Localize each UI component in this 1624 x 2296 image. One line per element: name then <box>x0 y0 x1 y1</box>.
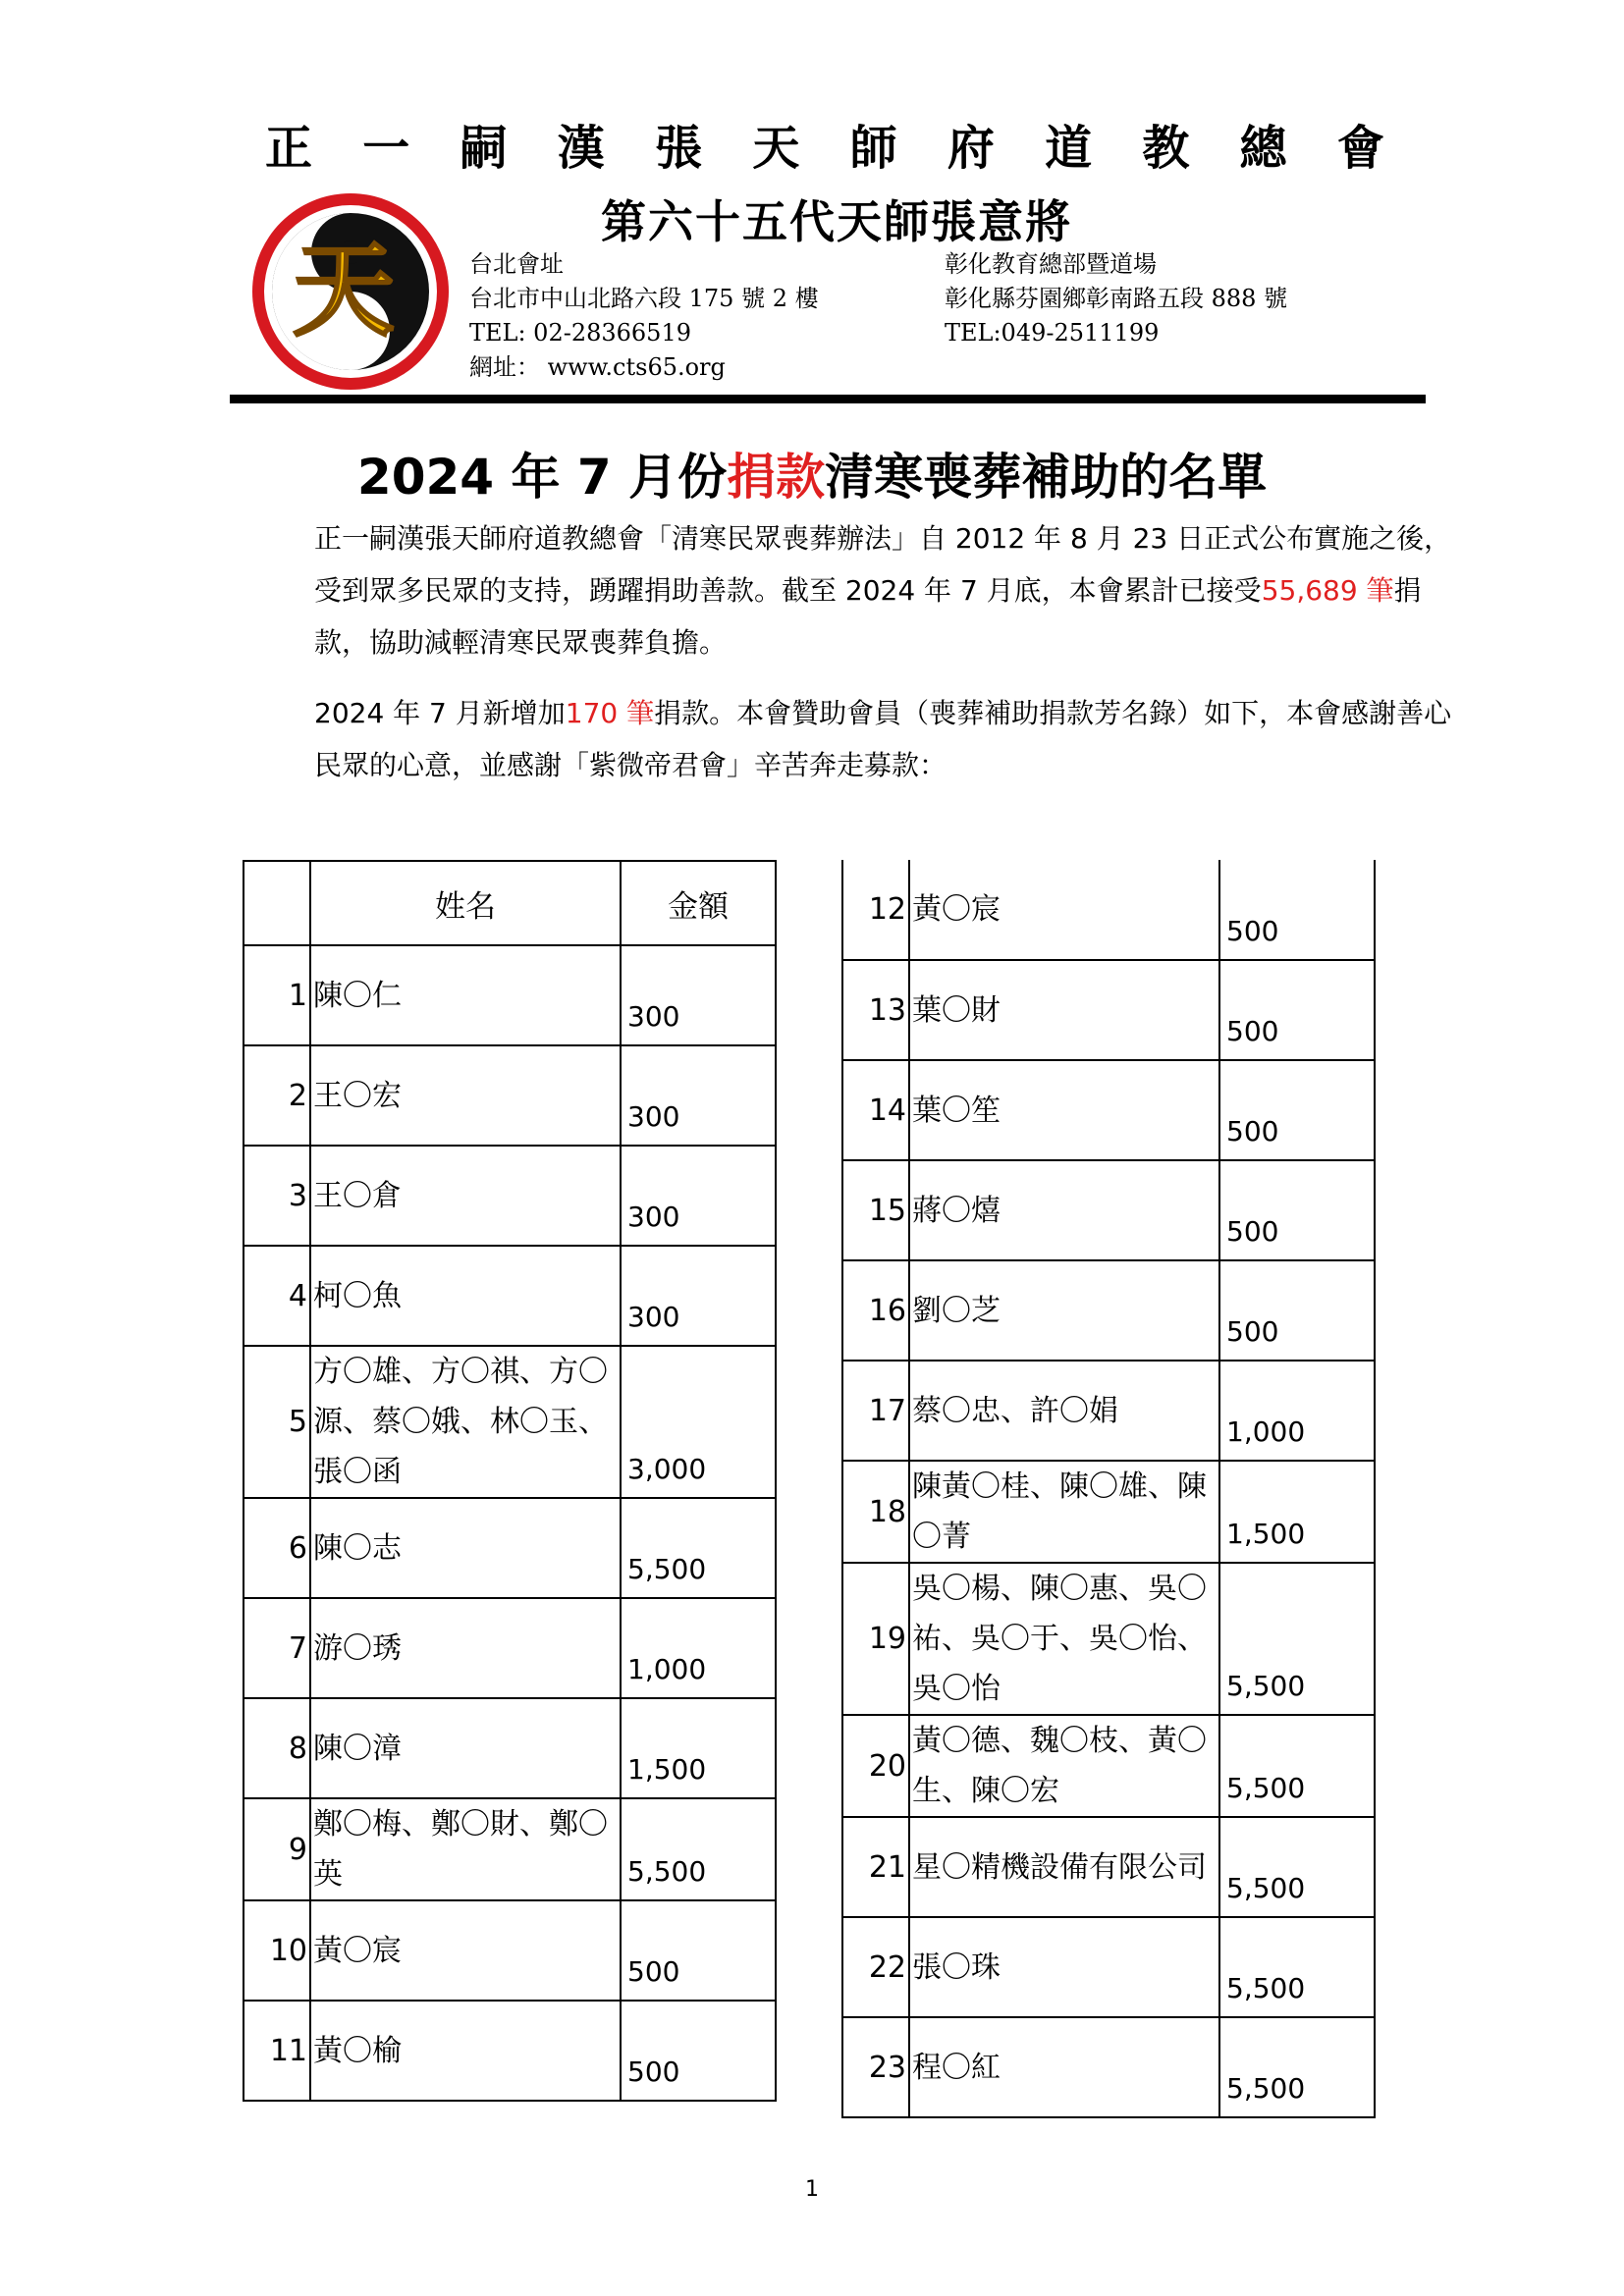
donor-name: 王〇倉 <box>310 1146 621 1246</box>
org-name-char: 教 <box>1142 121 1190 176</box>
donor-number: 16 <box>842 1260 909 1361</box>
org-name-char: 張 <box>655 121 703 176</box>
donation-amount: 300 <box>621 1246 776 1346</box>
donor-number: 1 <box>244 945 310 1045</box>
table-header-row <box>244 861 776 945</box>
total-count: 55,689 筆 <box>1261 574 1394 607</box>
donation-amount: 5,500 <box>1219 2017 1375 2117</box>
donor-number: 23 <box>842 2017 909 2117</box>
donor-name: 黃〇榆 <box>310 2001 621 2101</box>
table-row <box>244 1498 776 1598</box>
taipei-street: 台北市中山北路六段 175 號 2 樓 <box>469 285 819 312</box>
table-row <box>842 960 1375 1060</box>
org-name-char: 漢 <box>557 121 605 176</box>
title-accent: 捐款 <box>727 449 826 506</box>
donation-amount: 1,000 <box>621 1598 776 1698</box>
donor-name: 方〇雄、方〇祺、方〇源、蔡〇娥、林〇玉、張〇函 <box>310 1346 621 1498</box>
table-row <box>244 1598 776 1698</box>
table-row <box>842 1361 1375 1461</box>
table-row <box>842 1817 1375 1917</box>
taipei-address-block <box>469 247 819 385</box>
table-row <box>842 1461 1375 1563</box>
subtitle: 第六十五代天師張意將 <box>601 195 1072 248</box>
org-name-char: 府 <box>947 121 995 176</box>
monthly-text-1: 2024 年 7 月新增加 <box>314 697 566 729</box>
table-row <box>244 945 776 1045</box>
title-suffix: 清寒喪葬補助的名單 <box>825 449 1268 506</box>
changhua-street: 彰化縣芬園鄉彰南路五段 888 號 <box>945 285 1288 312</box>
donation-amount: 5,500 <box>1219 1917 1375 2017</box>
donor-name: 黃〇宸 <box>310 1900 621 2001</box>
donor-table-left <box>243 860 777 2102</box>
donation-amount: 3,000 <box>621 1346 776 1498</box>
org-name-char: 總 <box>1239 121 1287 176</box>
donation-amount: 300 <box>621 945 776 1045</box>
table-row <box>244 1698 776 1798</box>
donation-amount: 500 <box>621 1900 776 2001</box>
donor-name: 游〇琇 <box>310 1598 621 1698</box>
donation-amount: 500 <box>1219 1260 1375 1361</box>
table-row <box>244 1045 776 1146</box>
header-amount: 金額 <box>621 861 776 945</box>
taipei-label: 台北會址 <box>469 250 564 278</box>
organization-name <box>265 110 1384 178</box>
donation-amount: 5,500 <box>621 1798 776 1900</box>
donation-amount: 1,500 <box>1219 1461 1375 1563</box>
changhua-label: 彰化教育總部暨道場 <box>945 250 1157 278</box>
donor-number: 5 <box>244 1346 310 1498</box>
donor-name: 蔣〇熺 <box>909 1160 1219 1260</box>
org-name-char: 正 <box>265 121 313 176</box>
page-title <box>0 438 1624 508</box>
org-name-char: 道 <box>1045 121 1093 176</box>
page-number: 1 <box>805 2177 819 2202</box>
donor-table-right <box>841 860 1376 2118</box>
header-name: 姓名 <box>310 861 621 945</box>
logo-character: 天 <box>292 230 396 350</box>
donor-name: 陳〇志 <box>310 1498 621 1598</box>
table-row <box>244 1246 776 1346</box>
donor-number: 11 <box>244 2001 310 2101</box>
donor-name: 吳〇楊、陳〇惠、吳〇祐、吳〇于、吳〇怡、吳〇怡 <box>909 1563 1219 1715</box>
donation-amount: 500 <box>621 2001 776 2101</box>
table-row <box>244 1900 776 2001</box>
donor-number: 15 <box>842 1160 909 1260</box>
title-prefix: 2024 年 7 月份 <box>356 449 728 506</box>
donation-amount: 300 <box>621 1045 776 1146</box>
donor-number: 4 <box>244 1246 310 1346</box>
table-row <box>842 1160 1375 1260</box>
monthly-paragraph <box>245 687 1453 791</box>
table-row <box>244 1346 776 1498</box>
table-row <box>842 1060 1375 1160</box>
table-row <box>842 860 1375 960</box>
org-name-char: 師 <box>849 121 897 176</box>
org-name-char: 天 <box>752 121 800 176</box>
donor-number: 21 <box>842 1817 909 1917</box>
table-row <box>842 1715 1375 1817</box>
donor-number: 17 <box>842 1361 909 1461</box>
table-row <box>842 2017 1375 2117</box>
donor-number: 3 <box>244 1146 310 1246</box>
donor-name: 王〇宏 <box>310 1045 621 1146</box>
donation-amount: 500 <box>1219 960 1375 1060</box>
donation-amount: 500 <box>1219 1160 1375 1260</box>
donor-number: 2 <box>244 1045 310 1146</box>
donor-number: 18 <box>842 1461 909 1563</box>
donor-number: 9 <box>244 1798 310 1900</box>
table-row <box>244 1798 776 1900</box>
donor-number: 22 <box>842 1917 909 2017</box>
donor-number: 7 <box>244 1598 310 1698</box>
table-row <box>244 1146 776 1246</box>
donation-amount: 300 <box>621 1146 776 1246</box>
donor-name: 陳〇仁 <box>310 945 621 1045</box>
table-row <box>842 1563 1375 1715</box>
donor-name: 黃〇宸 <box>909 860 1219 960</box>
donor-number: 6 <box>244 1498 310 1598</box>
donor-number: 13 <box>842 960 909 1060</box>
organization-logo <box>247 188 454 395</box>
org-name-char: 會 <box>1336 121 1384 176</box>
website: 網址： www.cts65.org <box>469 353 726 381</box>
intro-text-1: 正一嗣漢張天師府道教總會「清寒民眾喪葬辦法」自 2012 年 8 月 23 日正式公布實施之後，受到眾多民眾的支持，踴躍捐助善款。截至 2024 年 7 月底，本會累計已接受 <box>314 522 1452 607</box>
org-name-char: 一 <box>362 121 410 176</box>
donor-name: 蔡〇忠、許〇娟 <box>909 1361 1219 1461</box>
donation-amount: 5,500 <box>1219 1563 1375 1715</box>
donation-amount: 5,500 <box>1219 1715 1375 1817</box>
donor-number: 10 <box>244 1900 310 2001</box>
donation-amount: 1,500 <box>621 1698 776 1798</box>
donor-number: 20 <box>842 1715 909 1817</box>
donor-number: 12 <box>842 860 909 960</box>
header-divider <box>230 395 1426 403</box>
donor-name: 星〇精機設備有限公司 <box>909 1817 1219 1917</box>
donor-number: 19 <box>842 1563 909 1715</box>
donor-name: 葉〇財 <box>909 960 1219 1060</box>
donor-name: 陳〇漳 <box>310 1698 621 1798</box>
donation-amount: 500 <box>1219 860 1375 960</box>
taipei-tel: TEL: 02-28366519 <box>469 319 691 347</box>
donation-amount: 500 <box>1219 1060 1375 1160</box>
table-row <box>842 1260 1375 1361</box>
org-name-char: 嗣 <box>460 121 508 176</box>
table-row <box>244 2001 776 2101</box>
table-row <box>842 1917 1375 2017</box>
donor-name: 張〇珠 <box>909 1917 1219 2017</box>
monthly-count: 170 筆 <box>565 697 655 729</box>
monthly-text-2: 捐款。本會贊助會員（喪葬補助捐款芳名錄）如下，本會感謝善心民眾的心意，並感謝「紫微帝君會」辛苦奔走募款： <box>314 697 1452 781</box>
header-number-cell <box>244 861 310 945</box>
donor-name: 柯〇魚 <box>310 1246 621 1346</box>
donation-amount: 5,500 <box>1219 1817 1375 1917</box>
donation-amount: 1,000 <box>1219 1361 1375 1461</box>
intro-text-2: 捐款，協助減輕清寒民眾喪葬負擔。 <box>314 574 1422 659</box>
donor-number: 14 <box>842 1060 909 1160</box>
changhua-tel: TEL:049-2511199 <box>945 319 1160 347</box>
intro-paragraph <box>245 512 1453 668</box>
donation-amount: 5,500 <box>621 1498 776 1598</box>
donor-name: 葉〇笙 <box>909 1060 1219 1160</box>
donor-name: 劉〇芝 <box>909 1260 1219 1361</box>
donor-name: 程〇紅 <box>909 2017 1219 2117</box>
donor-name: 陳黃〇桂、陳〇雄、陳〇菁 <box>909 1461 1219 1563</box>
donor-name: 鄭〇梅、鄭〇財、鄭〇英 <box>310 1798 621 1900</box>
donor-number: 8 <box>244 1698 310 1798</box>
donor-name: 黃〇德、魏〇枝、黃〇生、陳〇宏 <box>909 1715 1219 1817</box>
changhua-address-block <box>945 247 1287 350</box>
